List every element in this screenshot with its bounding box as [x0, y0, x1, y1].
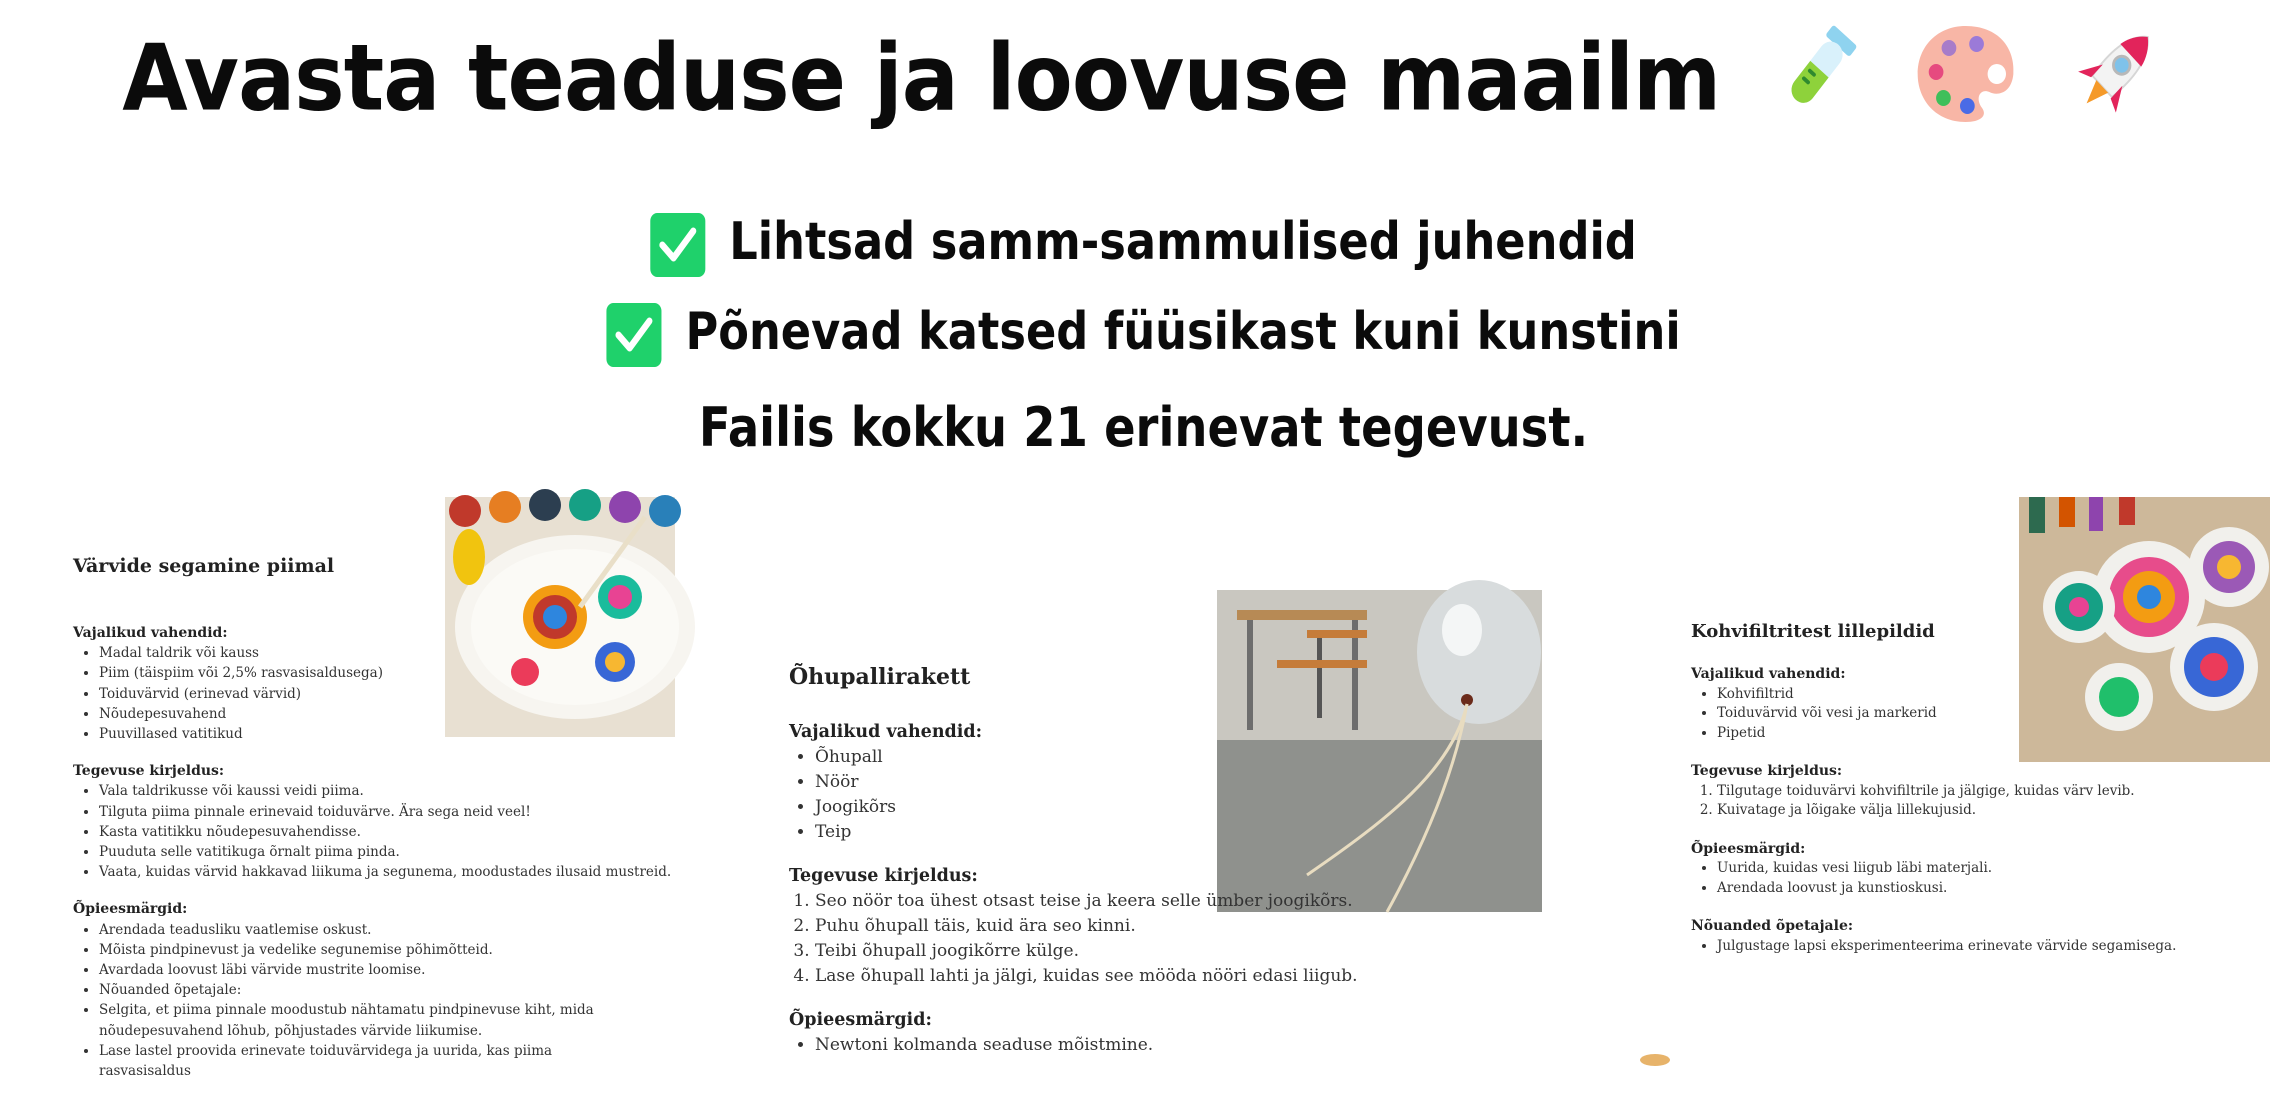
- list-item: • Õhupall: [815, 745, 1358, 770]
- list-item: • Puuduta selle vatitikuga õrnalt piima pinda.: [99, 842, 671, 862]
- feature-line-1: [160, 212, 2127, 277]
- section-heading: Tegevuse kirjeldus:: [73, 763, 225, 780]
- list-item: 3. Teibi õhupall joogikõrre külge.: [815, 939, 1358, 964]
- activity-count-summary: Failis kokku 21 erinevat tegevust.: [698, 396, 1589, 459]
- card-title: Õhupallirakett: [789, 664, 971, 690]
- list-item: • Piim (täispiim või 2,5% rasvasisaldusega): [99, 663, 671, 683]
- page-title-text: Avasta teaduse ja loovuse maailm: [122, 24, 1721, 132]
- section-heading: Vajalikud vahendid:: [73, 625, 228, 641]
- rocket-icon: [2064, 18, 2165, 150]
- check-box-icon: [650, 213, 705, 277]
- card-title: Värvide segamine piimal: [73, 555, 335, 577]
- list-item: • Tilguta piima pinnale erinevaid toiduvärve. Ära sega neid veel!: [99, 802, 671, 822]
- list-item: • Nöör: [815, 770, 1358, 795]
- list-item: • Nõudepesuvahend: [99, 704, 671, 724]
- list-item: 2. Kuivatage ja lõigake välja lillekujusid.: [1717, 801, 2176, 821]
- test-tube-icon: [1765, 18, 1866, 150]
- list-item: • Arendada teadusliku vaatlemise oskust.: [99, 920, 639, 940]
- list-item: • Mõista pindpinevust ja vedelike segunemise põhimõtteid.: [99, 940, 639, 960]
- list-item: • Madal taldrik või kauss: [99, 643, 671, 663]
- section-heading: Õpieesmärgid:: [73, 901, 188, 918]
- list-item: • Toiduvärvid või vesi ja markerid: [1717, 704, 2176, 724]
- list-item: • Kohvifiltrid: [1717, 685, 2176, 705]
- list-item: • Pipetid: [1717, 724, 2176, 744]
- activity-card-coffee-filter-flowers: [1660, 497, 2270, 977]
- list-item: • Arendada loovust ja kunstioskusi.: [1717, 879, 2176, 899]
- section-heading: Nõuanded õpetajale:: [1691, 918, 1854, 934]
- palette-icon: [1912, 18, 2019, 150]
- section-heading: Vajalikud vahendid:: [789, 722, 983, 742]
- list-item: • Selgita, et piima pinnale moodustub nähtamatu pindpinevuse kiht, mida nõudepesuvahend lõhub, põhjustades värvide liikumise.: [99, 1000, 639, 1040]
- list-item: • Nõuanded õpetajale:: [99, 980, 639, 1000]
- list-item: • Uurida, kuidas vesi liigub läbi materjali.: [1717, 859, 2176, 879]
- list-item: 1. Tilgutage toiduvärvi kohvifiltrile ja jälgige, kuidas värv levib.: [1717, 782, 2176, 802]
- list-item: • Vaata, kuidas värvid hakkavad liikuma ja segunema, moodustades ilusaid mustreid.: [99, 862, 671, 882]
- list-item: • Puuvillased vatitikud: [99, 724, 671, 744]
- list-item: • Newtoni kolmanda seaduse mõistmine.: [815, 1033, 1358, 1058]
- list-item: • Joogikõrs: [815, 795, 1358, 820]
- list-item: 1. Seo nöör toa ühest otsast teise ja keera selle ümber joogikõrs.: [815, 889, 1358, 914]
- feature-line-2: [160, 302, 2127, 367]
- card-title: Kohvifiltritest lillepildid: [1691, 621, 1935, 642]
- list-item: • Toiduvärvid (erinevad värvid): [99, 684, 671, 704]
- list-item: • Vala taldrikusse või kaussi veidi piima.: [99, 781, 671, 801]
- list-item: • Julgustage lapsi eksperimenteerima erinevate värvide segamisega.: [1717, 937, 2176, 957]
- list-item: • Kasta vatitikku nõudepesuvahendisse.: [99, 822, 671, 842]
- list-item: • Lase lastel proovida erinevate toiduvärvidega ja uurida, kas piima rasvasisaldus: [99, 1041, 639, 1081]
- list-item: 2. Puhu õhupall täis, kuid ära seo kinni.: [815, 914, 1358, 939]
- decorative-shape: [1640, 1054, 1670, 1066]
- list-item: 4. Lase õhupall lahti ja jälgi, kuidas see mööda nööri edasi liigub.: [815, 964, 1358, 989]
- section-heading: Vajalikud vahendid:: [1691, 666, 1846, 682]
- section-heading: Õpieesmärgid:: [789, 1010, 932, 1030]
- activity-card-milk-colors: [60, 497, 675, 1080]
- list-item: • Teip: [815, 820, 1358, 845]
- section-heading: Tegevuse kirjeldus:: [789, 866, 978, 886]
- activity-card-balloon-rocket: [777, 590, 1542, 1062]
- section-heading: Õpieesmärgid:: [1691, 840, 1806, 857]
- list-item: • Avardada loovust läbi värvide mustrite loomise.: [99, 960, 639, 980]
- feature-text: Põnevad katsed füüsikast kuni kunstini: [685, 302, 1681, 362]
- check-box-icon: [606, 303, 661, 367]
- feature-text: Lihtsad samm-sammulised juhendid: [729, 212, 1637, 272]
- page-title: [91, 18, 2195, 150]
- section-heading: Tegevuse kirjeldus:: [1691, 763, 1843, 779]
